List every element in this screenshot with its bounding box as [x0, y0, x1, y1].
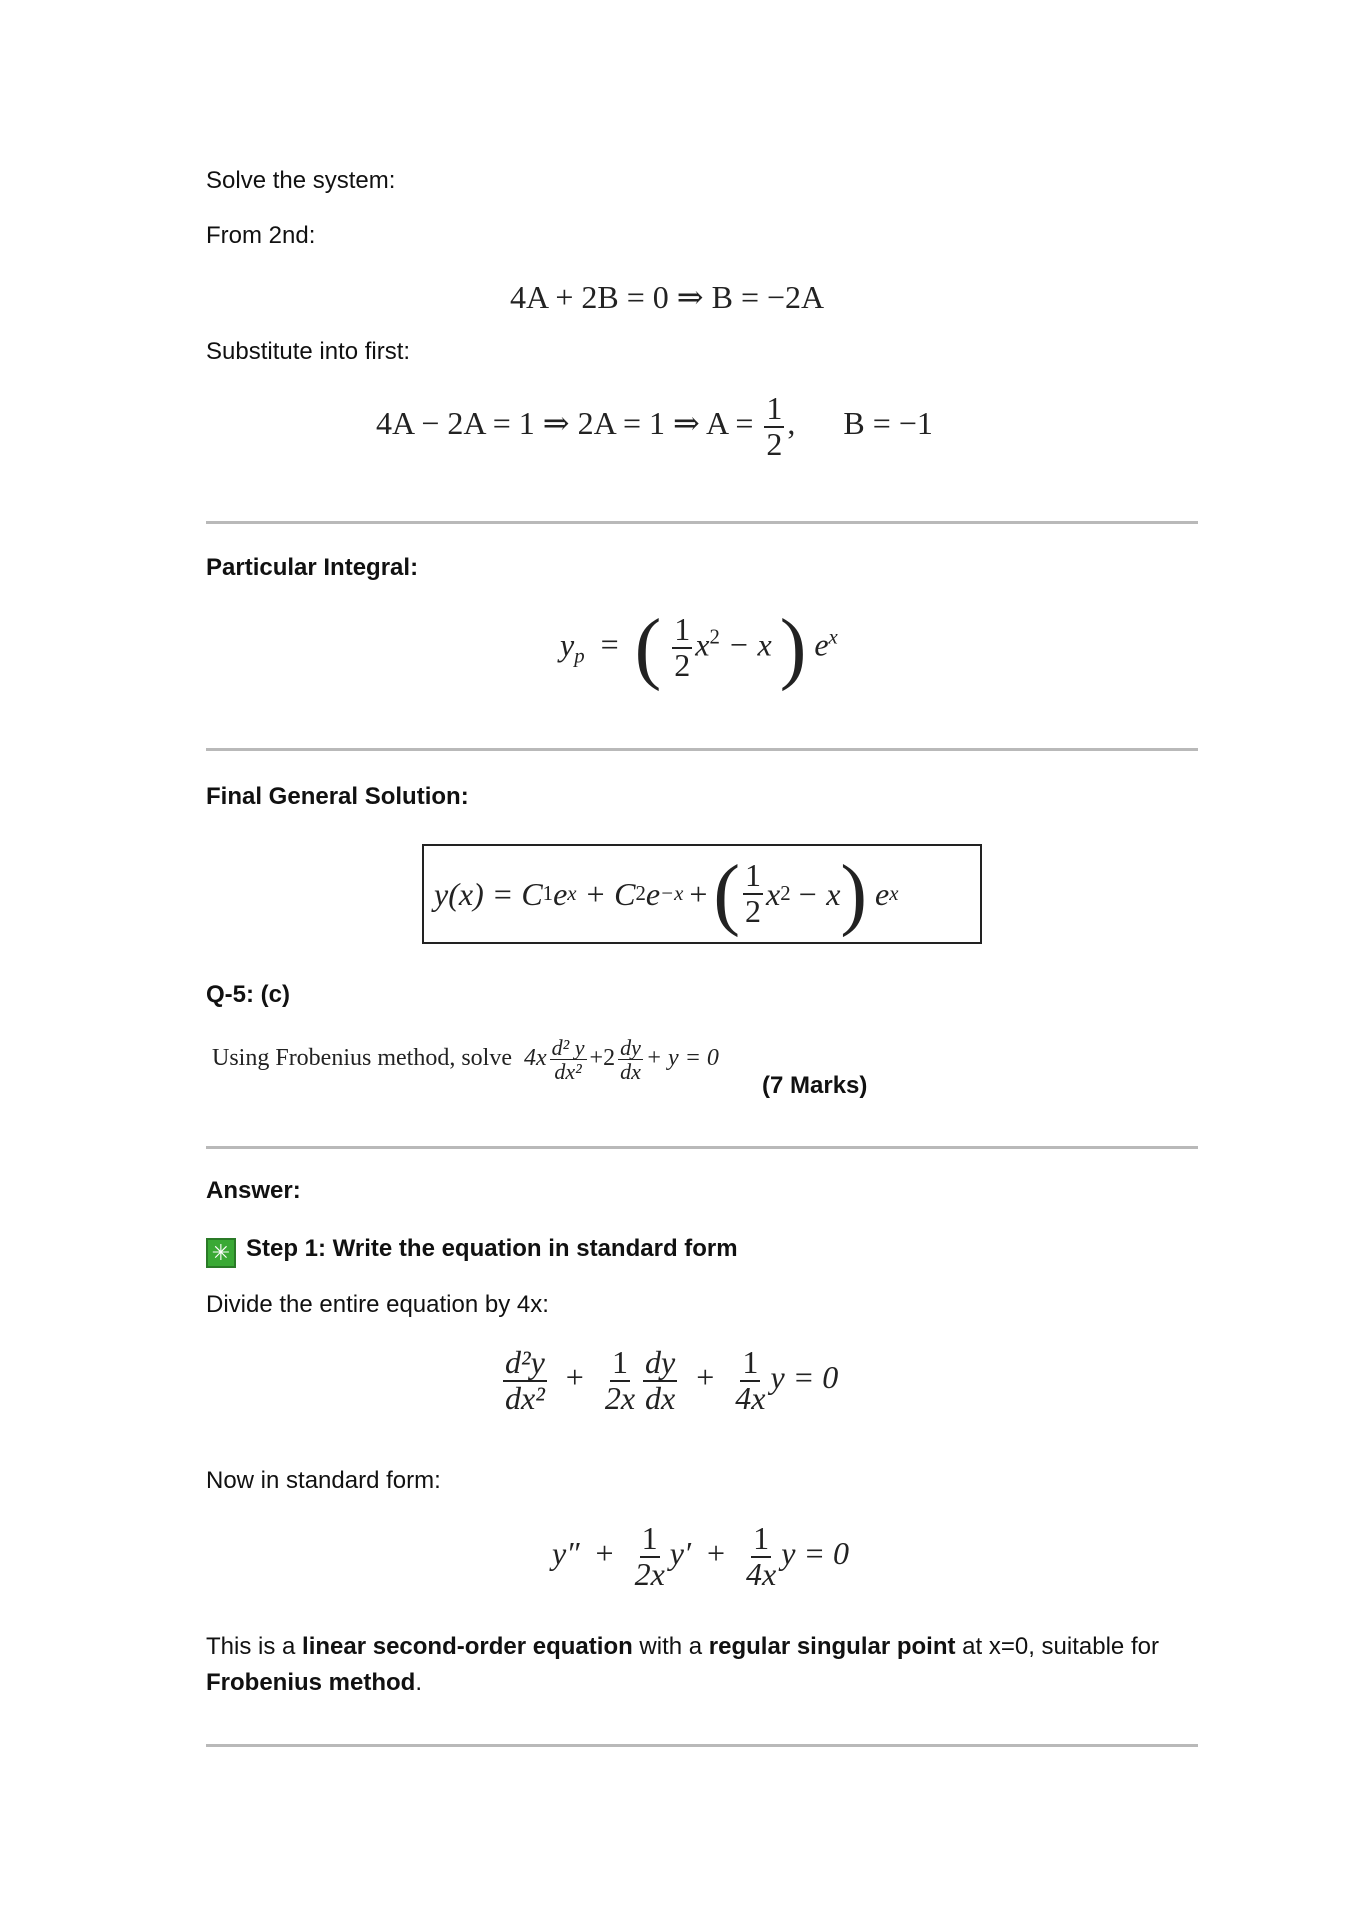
minus-x-term: − x — [796, 875, 841, 912]
exp-base: e — [814, 626, 829, 663]
fraction-denominator: 2 — [674, 647, 691, 683]
fraction-denominator: 2x — [604, 1379, 636, 1416]
x-exponent: 2 — [780, 882, 791, 905]
fraction-numerator: 1 — [745, 857, 761, 894]
equation-standard-form — [552, 1522, 849, 1591]
exp-base: e — [875, 875, 890, 912]
fraction-one-over-2x — [603, 1346, 637, 1415]
fraction-denominator: 4x — [735, 1379, 766, 1416]
equation-b-value: B = −1 — [843, 404, 933, 441]
conclusion-line2 — [206, 1668, 422, 1698]
plus-sign: + — [595, 1534, 614, 1571]
conclusion-p1: This is a — [206, 1633, 303, 1660]
equation-b-from-a-text: 4A + 2B = 0 ⇒ B = −2A — [510, 279, 825, 315]
conclusion-b1: linear second-order equation — [302, 1633, 633, 1660]
step1-heading — [206, 1234, 738, 1268]
divider — [206, 1146, 1198, 1149]
fraction-numerator: 1 — [742, 1344, 759, 1380]
first-derivative-fraction — [643, 1346, 677, 1415]
equation-solve-a-left: 4A − 2A = 1 ⇒ 2A = 1 ⇒ A = — [376, 404, 754, 441]
step1-text: Step 1: Write the equation in standard form — [246, 1235, 738, 1262]
equation-divided — [500, 1346, 838, 1415]
divider — [206, 748, 1198, 751]
equals-sign: = — [600, 626, 619, 663]
comma: , — [787, 404, 796, 441]
particular-integral-equation — [560, 604, 838, 692]
solve-system-text: Solve the system: — [206, 167, 396, 194]
fraction-numerator: 1 — [766, 390, 783, 426]
standard-form-text: Now in standard form: — [206, 1467, 441, 1494]
left-paren: ( — [713, 850, 740, 938]
gs-plus: + — [689, 875, 708, 912]
conclusion-line1 — [206, 1632, 1159, 1662]
x-exponent: 2 — [709, 625, 720, 649]
equation-solve-a — [376, 392, 933, 461]
question-label: Q-5: (c) — [206, 981, 290, 1008]
second-derivative-fraction — [550, 1036, 587, 1083]
question-plus2: +2 — [589, 1045, 616, 1072]
yp-subscript: p — [574, 644, 585, 668]
gs-lhs: y(x) = C — [434, 875, 543, 912]
fraction-one-half — [743, 859, 763, 928]
equation-tail: y = 0 — [770, 1358, 839, 1395]
right-paren: ) — [840, 850, 868, 938]
fraction-denominator: 2 — [745, 893, 761, 929]
fraction-numerator: 1 — [753, 1520, 770, 1556]
divider — [206, 521, 1198, 524]
exp-power: x — [889, 882, 899, 905]
conclusion-b2: regular singular point — [708, 1633, 956, 1660]
question-statement — [212, 1036, 719, 1083]
general-solution-box — [422, 844, 982, 944]
fraction-denominator: dx² — [505, 1379, 545, 1416]
sparkle-icon: ✳ — [206, 1238, 236, 1268]
exp-power: x — [828, 625, 838, 649]
equation-b-from-a — [510, 278, 824, 316]
fraction-one-half — [764, 392, 784, 461]
fraction-denominator: 2x — [634, 1555, 665, 1592]
fraction-one-over-2x — [633, 1522, 667, 1591]
first-derivative-fraction — [618, 1036, 643, 1083]
e1-base: e — [553, 875, 568, 912]
fraction-denominator: dx — [620, 1059, 641, 1085]
fraction-denominator: 4x — [746, 1555, 777, 1592]
question-tail: + y = 0 — [645, 1045, 719, 1072]
yp-symbol: y — [560, 626, 575, 663]
fraction-denominator: dx — [645, 1379, 676, 1416]
question-coef: 4x — [524, 1045, 547, 1072]
substitute-text: Substitute into first: — [206, 338, 411, 365]
general-solution-heading: Final General Solution: — [206, 783, 469, 810]
conclusion-p3: at x=0, suitable for — [955, 1633, 1159, 1660]
answer-heading: Answer: — [206, 1177, 301, 1204]
fraction-numerator: dy — [620, 1035, 641, 1060]
right-paren: ) — [779, 604, 807, 692]
fraction-numerator: 1 — [641, 1520, 658, 1556]
fraction-numerator: 1 — [611, 1344, 628, 1380]
fraction-one-over-4x — [744, 1522, 778, 1591]
conclusion-b3: Frobenius method — [206, 1669, 416, 1696]
minus-x-term: − x — [727, 626, 772, 663]
y-prime: y′ — [669, 1534, 691, 1571]
marks-label: (7 Marks) — [762, 1072, 868, 1099]
x-term: x — [695, 626, 710, 663]
equation-tail: y = 0 — [781, 1534, 850, 1571]
second-derivative-fraction — [503, 1346, 547, 1415]
conclusion-p2: with a — [632, 1633, 709, 1660]
fraction-denominator: dx² — [554, 1059, 582, 1085]
plus-sign: + — [565, 1358, 584, 1395]
fraction-numerator: d² y — [551, 1035, 585, 1060]
gs-plus-c2: + C — [584, 875, 636, 912]
fraction-denominator: 2 — [766, 425, 783, 462]
c2-subscript: 2 — [635, 882, 646, 905]
plus-sign: + — [696, 1358, 715, 1395]
divide-text: Divide the entire equation by 4x: — [206, 1291, 549, 1318]
fraction-one-over-4x — [733, 1346, 767, 1415]
plus-sign: + — [706, 1534, 726, 1571]
e1-power: x — [567, 882, 577, 905]
fraction-numerator: dy — [645, 1344, 676, 1380]
y-double-prime: y″ — [552, 1534, 580, 1571]
e2-power: −x — [660, 882, 684, 905]
from-2nd-text: From 2nd: — [206, 222, 316, 249]
x-term: x — [766, 875, 781, 912]
divider — [206, 1744, 1198, 1747]
conclusion-p4: . — [415, 1669, 423, 1696]
e2-base: e — [645, 875, 661, 912]
particular-integral-heading: Particular Integral: — [206, 554, 419, 581]
left-paren: ( — [634, 604, 662, 692]
fraction-numerator: 1 — [674, 611, 691, 648]
fraction-one-half — [672, 613, 692, 682]
c1-subscript: 1 — [542, 882, 554, 905]
fraction-numerator: d²y — [505, 1344, 545, 1380]
question-prefix: Using Frobenius method, solve — [212, 1045, 512, 1072]
